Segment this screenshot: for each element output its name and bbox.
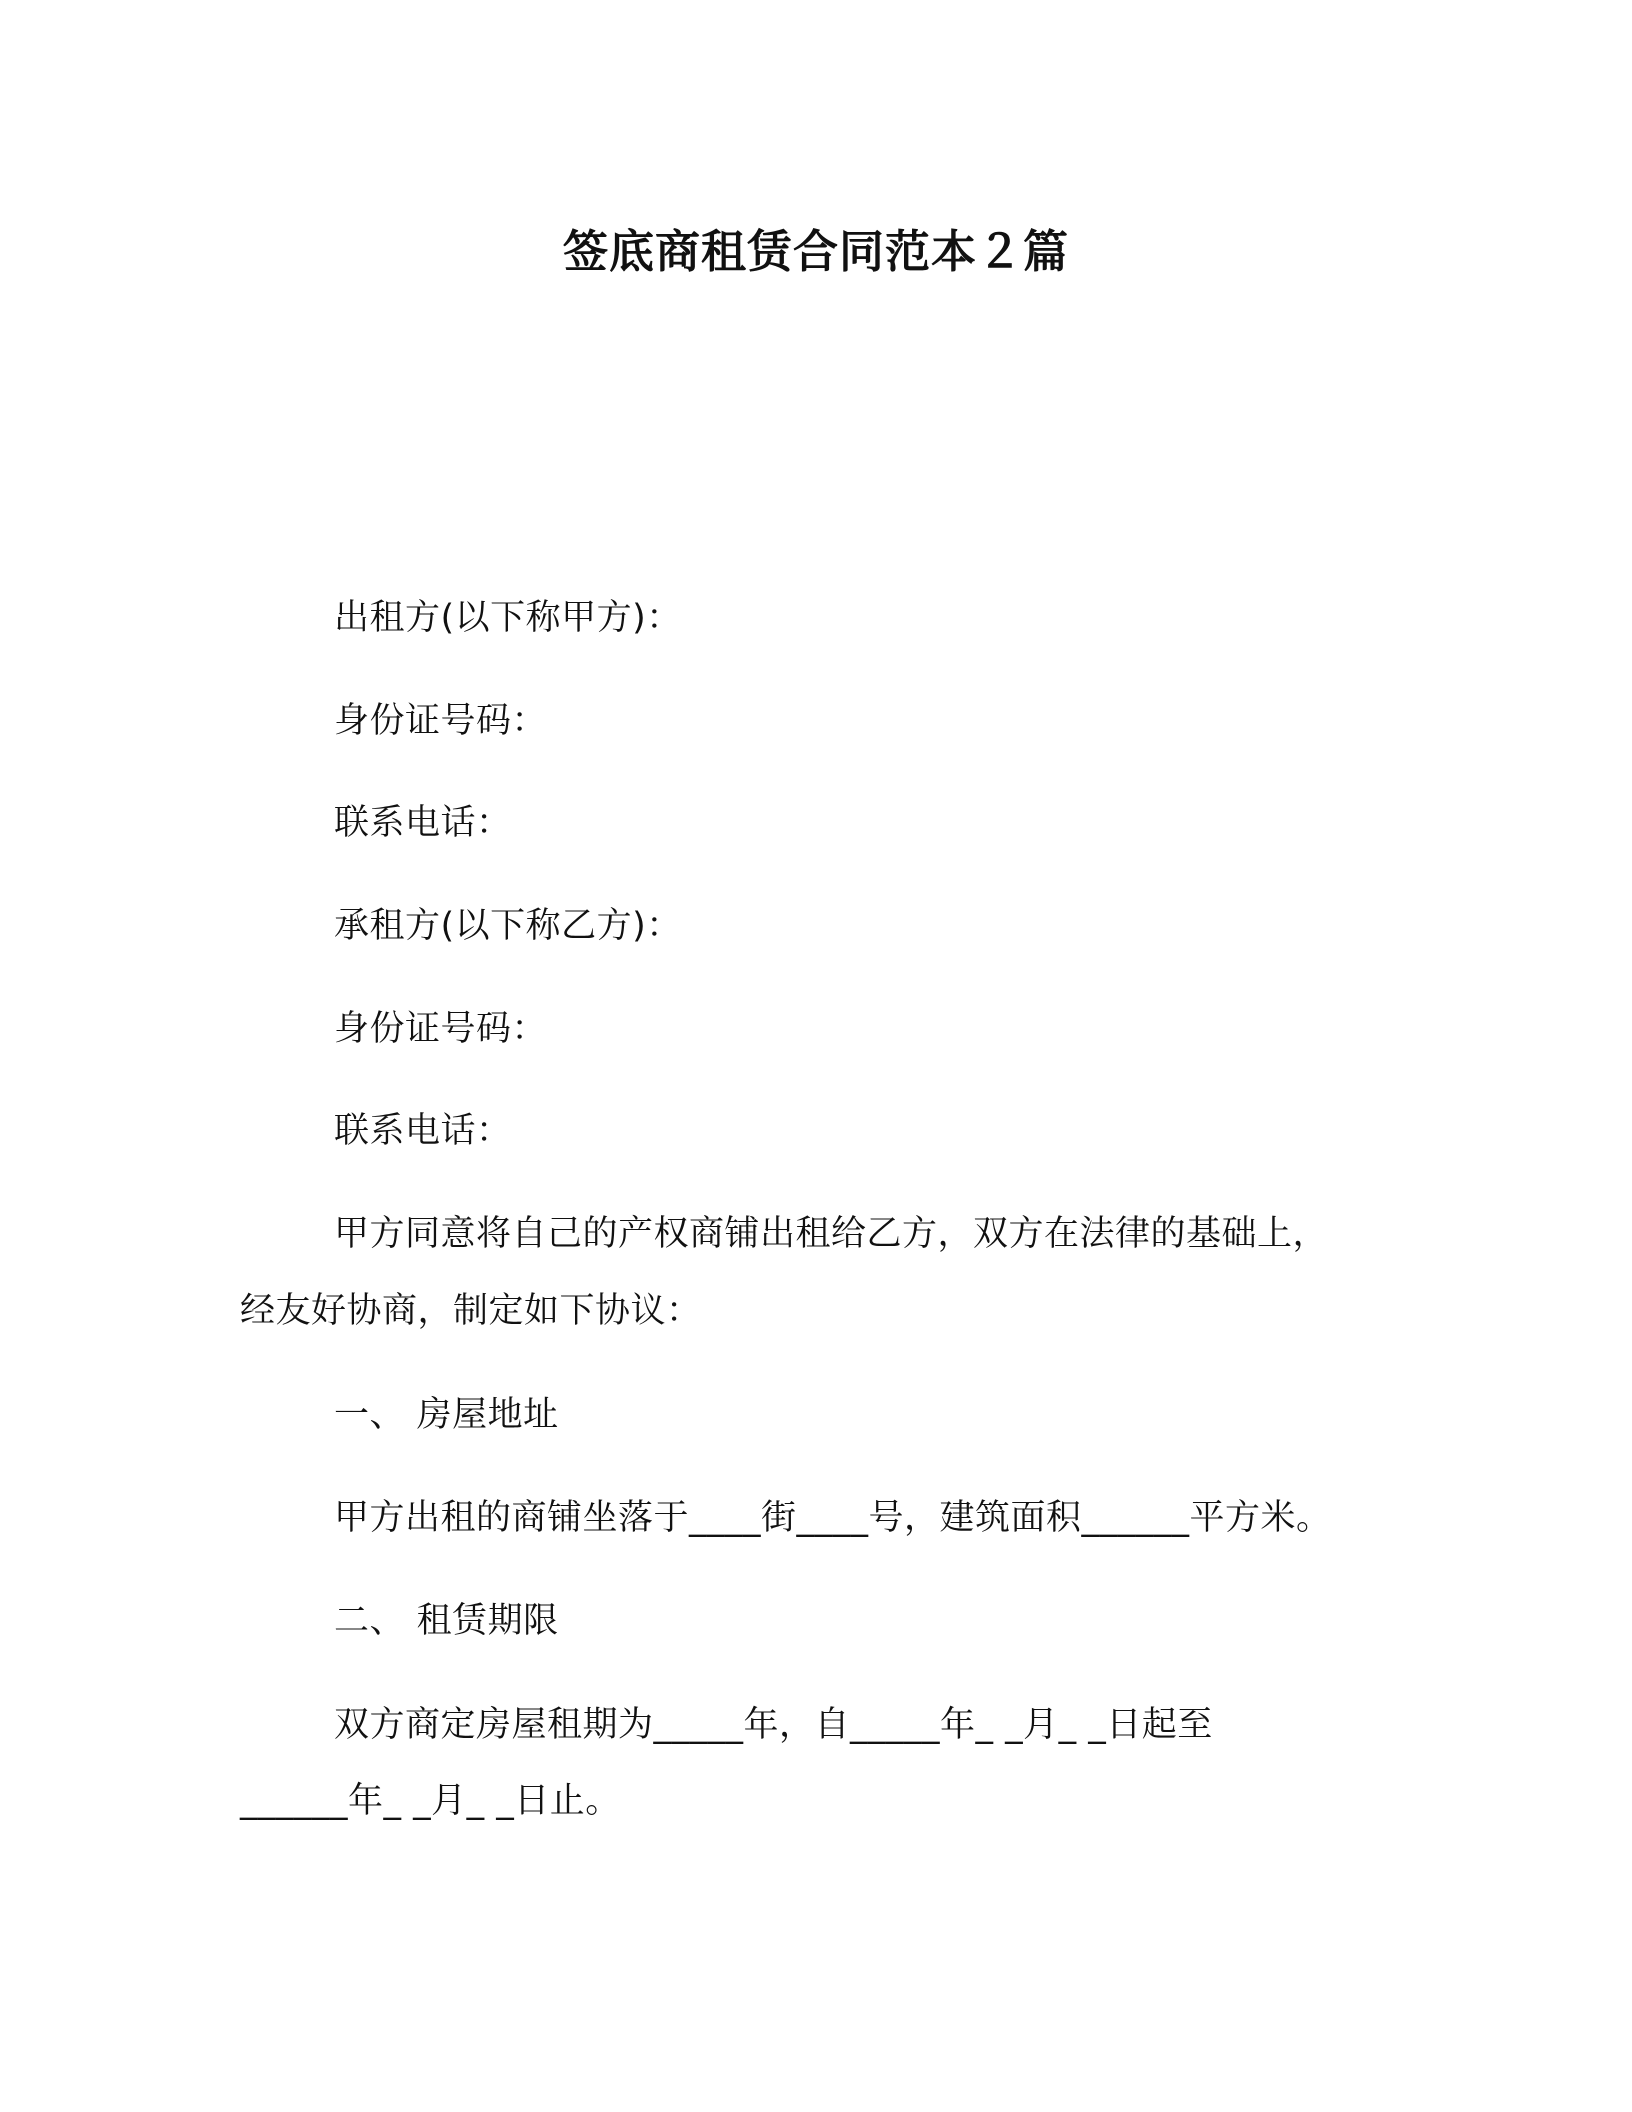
lessor-phone-label: 联系电话： (334, 803, 512, 843)
lessor-label: 出租方(以下称甲方)： (334, 598, 682, 638)
address-clause: 甲方出租的商铺坐落于____街____号，建筑面积______平方米。 (334, 1498, 1332, 1538)
term-clause-line-1: 双方商定房屋租期为_____年，自_____年_ _月_ _日起至 (334, 1705, 1213, 1745)
preamble-line-1: 甲方同意将自己的产权商铺出租给乙方，双方在法律的基础上， (334, 1214, 1329, 1254)
section-heading-term: 二、 租赁期限 (334, 1601, 559, 1641)
lessee-phone-label: 联系电话： (334, 1111, 512, 1151)
document-title: 签底商租赁合同范本２篇 (562, 225, 1069, 278)
preamble-line-2: 经友好协商，制定如下协议： (240, 1291, 702, 1331)
lessee-label: 承租方(以下称乙方)： (334, 906, 682, 946)
lessor-id-label: 身份证号码： (334, 701, 548, 741)
term-clause-line-2: ______年_ _月_ _日止。 (240, 1781, 621, 1821)
section-heading-address: 一、 房屋地址 (334, 1395, 559, 1435)
lessee-id-label: 身份证号码： (334, 1009, 548, 1049)
